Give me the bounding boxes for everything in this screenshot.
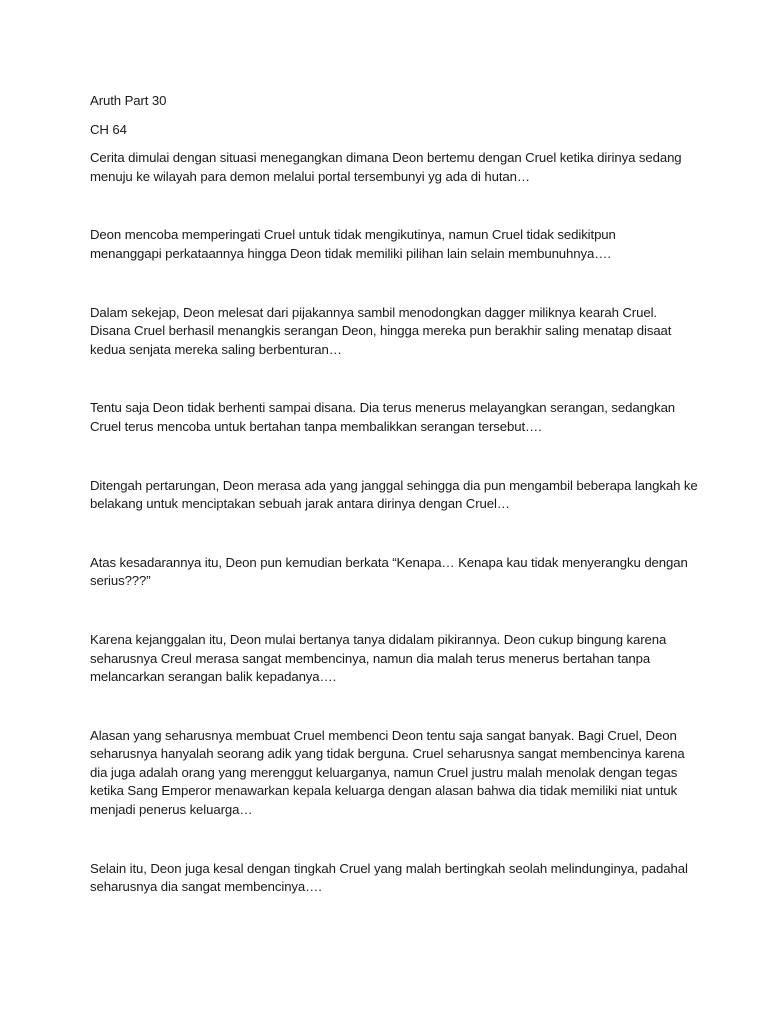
document-body: [90, 92, 698, 897]
paragraph-line: Tentu saja Deon tidak berhenti sampai disana. Dia terus menerus melayangkan serangan, sedangkan: [90, 400, 676, 416]
paragraph: [90, 149, 690, 186]
chapter-heading: CH 64: [90, 121, 127, 137]
paragraph-line: Disana Cruel berhasil menangkis serangan Deon, hingga mereka pun berakhir saling menatap disaat: [90, 323, 672, 339]
paragraph-line: Selain itu, Deon juga kesal dengan tingkah Cruel yang malah bertingkah seolah melindunginya, padahal: [90, 860, 688, 876]
paragraph-line: Cerita dimulai dengan situasi menegangkan dimana Deon bertemu dengan Cruel ketika dirinya sedang: [90, 150, 682, 166]
paragraph-line: Deon mencoba memperingati Cruel untuk tidak mengikutinya, namun Cruel tidak sedikitpun: [90, 227, 616, 243]
paragraph: [90, 399, 690, 436]
paragraph-line: menuju ke wilayah para demon melalui portal tersembunyi yg ada di hutan…: [90, 168, 530, 184]
paragraph-line: ketika Sang Emperor menawarkan kepala keluarga dengan alasan bahwa dia tidak memiliki niat untuk: [90, 783, 678, 799]
paragraph: [90, 860, 690, 897]
paragraph-line: Ditengah pertarungan, Deon merasa ada yang janggal sehingga dia pun mengambil beberapa langkah ke: [90, 477, 698, 493]
paragraph-line: Alasan yang seharusnya membuat Cruel membenci Deon tentu saja sangat banyak. Bagi Cruel, Deon: [90, 727, 677, 743]
paragraph-line: belakang untuk menciptakan sebuah jarak antara dirinya dengan Cruel…: [90, 496, 510, 512]
paragraph-line: kedua senjata mereka saling berbenturan…: [90, 341, 342, 357]
paragraph-line: seharusnya hanyalah seorang adik yang tidak berguna. Cruel seharusnya sangat membencinya karena: [90, 746, 685, 762]
paragraph: [90, 727, 690, 820]
paragraph: [90, 631, 690, 687]
paragraph-line: melancarkan serangan balik kepadanya….: [90, 669, 337, 685]
paragraph-line: seharusnya dia sangat membencinya….: [90, 879, 322, 895]
paragraph-line: serius???”: [90, 573, 151, 589]
document-title: Aruth Part 30: [90, 93, 167, 108]
paragraph-line: Karena kejanggalan itu, Deon mulai bertanya tanya didalam pikirannya. Deon cukup bingung karena: [90, 631, 667, 647]
paragraph-line: seharusnya Creul merasa sangat membencinya, namun dia malah terus menerus bertahan tanpa: [90, 650, 651, 666]
paragraph: [90, 477, 698, 514]
paragraph: [90, 304, 690, 360]
paragraph-line: menanggapi perkataannya hingga Deon tidak memiliki pilihan lain selain membunuhnya….: [90, 245, 611, 261]
paragraph-line: Atas kesadarannya itu, Deon pun kemudian berkata “Kenapa… Kenapa kau tidak menyerangku dengan: [90, 554, 688, 570]
paragraph-line: Cruel terus mencoba untuk bertahan tanpa membalikkan serangan tersebut….: [90, 418, 542, 434]
paragraph-line: menjadi penerus keluarga…: [90, 802, 253, 818]
paragraph: [90, 226, 690, 263]
paragraph-line: dia juga adalah orang yang merenggut keluarganya, namun Cruel justru malah menolak dengan tegas: [90, 764, 678, 780]
paragraph: [90, 554, 690, 591]
paragraph-line: Dalam sekejap, Deon melesat dari pijakannya sambil menodongkan dagger miliknya kearah Cruel.: [90, 304, 657, 320]
paragraph-list: [90, 149, 698, 897]
